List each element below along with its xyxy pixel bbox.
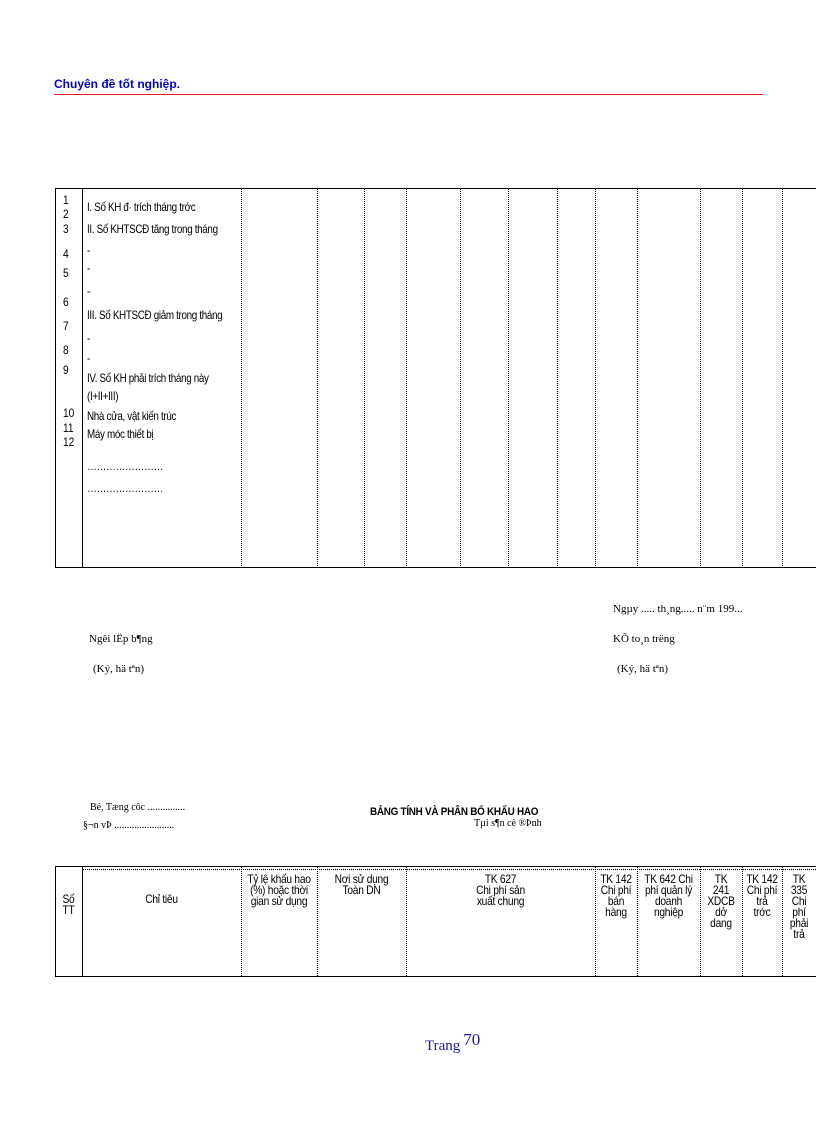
row-label: …………………… [87,459,164,473]
row-number: 7 [63,319,69,333]
row-label: (I+II+III) [87,389,119,403]
row-number: 11 [63,421,74,435]
page-number: 70 [463,1030,481,1049]
row-label: - [87,243,90,257]
page-footer [425,1030,481,1055]
row-label: II. Số KHTSCĐ tăng trong tháng [87,222,218,236]
col-divider [700,188,701,568]
row-label: Máy móc thiết bị [87,427,154,441]
table-bottom-border [55,567,816,568]
table-top-border [55,188,816,189]
col-divider [460,188,461,568]
row-label: - [87,261,90,275]
col-divider [595,188,596,568]
chief-accountant-title: KÕ to¸n trëng [613,633,675,645]
column-header: Số TT [62,892,75,917]
header-underline [54,94,763,95]
col-divider [508,188,509,568]
row-label: - [87,351,90,365]
column-header: Chỉ tiêu [145,892,178,906]
row-label: III. Số KHTSCĐ giảm trong tháng [87,308,223,322]
table-top-border-dotted [82,869,816,870]
col-divider [317,188,318,568]
col-divider [557,188,558,568]
org-line-ministry: Bé, Tæng côc ............... [90,802,186,813]
col-divider [742,188,743,568]
row-label: I. Số KH đ· trích tháng trớc [87,200,196,214]
col-divider [782,188,783,568]
column-header: TK 142 Chi phí trả trớc [746,872,778,919]
col-divider [406,188,407,568]
preparer-title: Ngêi lËp b¶ng [89,633,153,645]
row-number: 10 [63,406,75,420]
row-number: 2 [63,207,69,221]
row-label: Nhà cửa, vật kiến trúc [87,409,177,423]
row-label: IV. Số KH phải trích tháng này [87,371,209,385]
column-header: Nơi sử dụng Toàn DN [334,872,389,897]
row-number: 1 [63,193,69,207]
column-header: TK 142 Chi phí bán hàng [600,872,632,919]
row-number: 5 [63,266,69,280]
column-header: TK 627 Chi phí sản xuất chung [476,872,525,908]
row-number: 12 [63,435,75,449]
column-header: TK 241 XDCB dở dang [707,872,735,930]
row-label: …………………… [87,481,164,495]
column-header: TK 335 Chi phí phải trả [789,872,809,941]
col-divider [82,188,83,568]
col-divider [637,188,638,568]
header-title: Chuyên đề tốt nghiệp. [54,77,180,91]
column-header: TK 642 Chi phí quản lý doanh nghiệp [644,872,693,919]
col-divider [364,188,365,568]
row-number: 9 [63,363,69,377]
table-left-border [55,866,56,976]
col-divider [241,188,242,568]
row-label: - [87,284,90,298]
form-title: BẢNG TÍNH VÀ PHÂN BỔ KHẤU HAO [370,806,539,818]
page-label: Trang [425,1038,461,1054]
row-label: - [87,331,90,345]
date-line: Ngµy ..... th¸ng..... n¨m 199... [613,603,743,615]
form-subtitle: Tµi s¶n cè ®Þnh [474,818,542,829]
preparer-signature: (Ký, hä tªn) [93,663,144,675]
row-number: 8 [63,343,69,357]
column-header: Tỷ lệ khấu hao (%) hoặc thời gian sử dụng [247,872,311,908]
org-line-unit: §¬n vÞ ........................ [83,820,175,831]
row-number: 4 [63,247,69,261]
col-divider [82,866,83,976]
table-bottom-border [55,976,816,977]
table-top-border [55,866,816,867]
table-left-border [55,188,56,568]
chief-accountant-signature: (Ký, hä tªn) [617,663,668,675]
row-number: 3 [63,222,69,236]
row-number: 6 [63,295,69,309]
